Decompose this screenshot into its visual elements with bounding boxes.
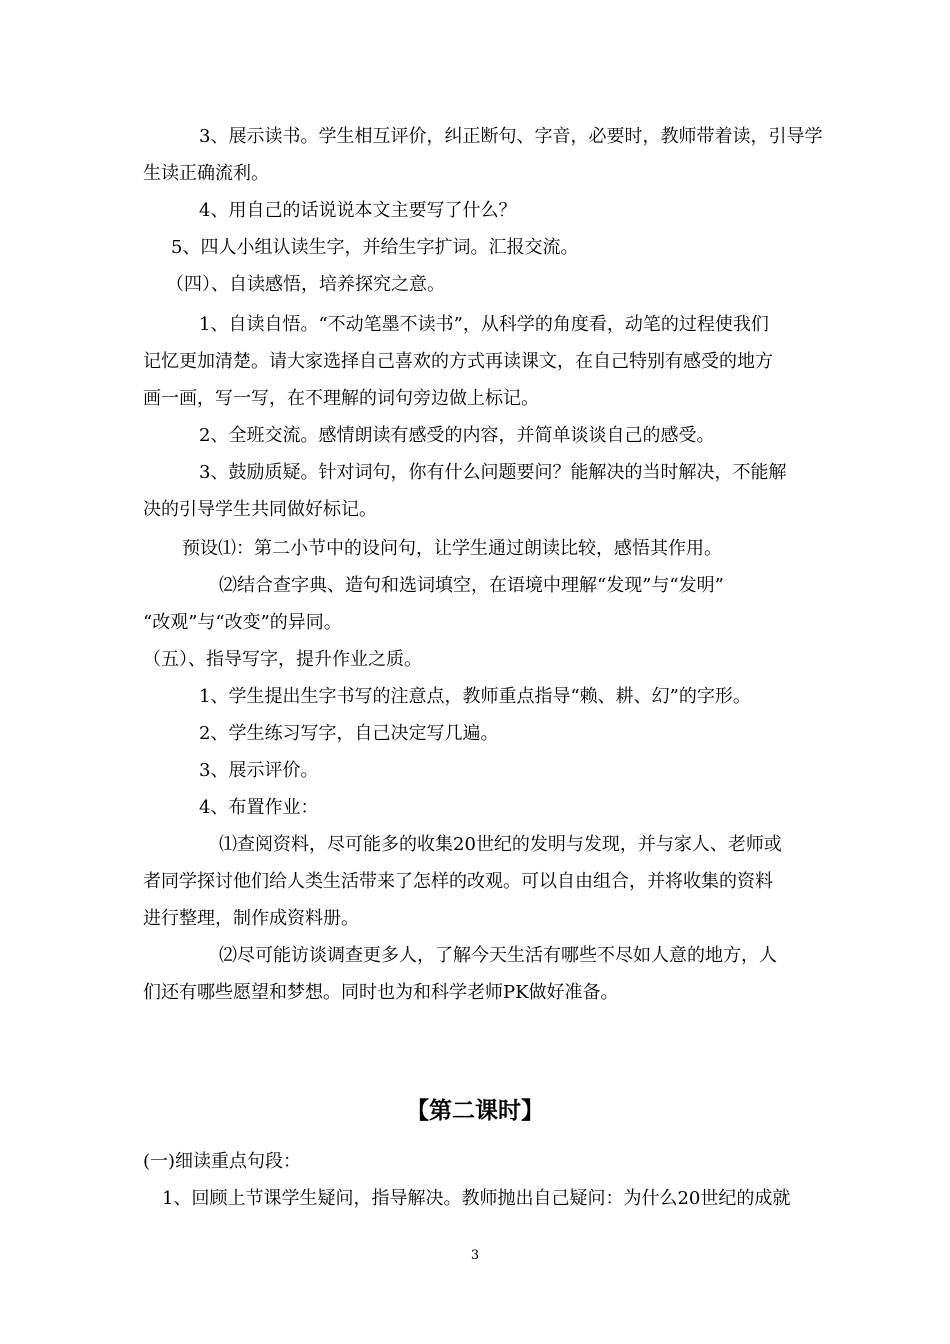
section-heading-four: （四）、自读感悟，培养探究之意。 (166, 274, 445, 295)
paragraph-line: 2、全班交流。感情朗读有感受的内容，并简单谈谈自己的感受。 (199, 425, 715, 446)
section-heading-five: （五）、指导写字，提升作业之质。 (143, 649, 422, 670)
paragraph-line: “改观”与“改变”的异同。 (143, 612, 342, 633)
paragraph-line: 5、四人小组认读生字，并给生字扩词。汇报交流。 (171, 237, 579, 258)
page-number: 3 (470, 1248, 480, 1263)
paragraph-line: 3、鼓励质疑。针对词句，你有什么问题要问？能解决的当时解决，不能解 (199, 462, 787, 483)
paragraph-line: 者同学探讨他们给人类生活带来了怎样的改观。可以自由组合，并将收集的资料 (143, 871, 773, 892)
paragraph-line: (一)细读重点句段： (143, 1151, 302, 1172)
paragraph-line: 1、自读自悟。“不动笔墨不读书”，从科学的角度看，动笔的过程使我们 (199, 314, 769, 335)
paragraph-line: 2、学生练习写字，自己决定写几遍。 (199, 723, 499, 744)
paragraph-line: 们还有哪些愿望和梦想。同时也为和科学老师PK做好准备。 (143, 982, 619, 1003)
paragraph-line: 记忆更加清楚。请大家选择自己喜欢的方式再读课文，在自己特别有感受的地方 (143, 351, 773, 372)
paragraph-line: 决的引导学生共同做好标记。 (143, 499, 377, 520)
paragraph-line: 3、展示读书。学生相互评价，纠正断句、字音，必要时，教师带着读，引导学 (199, 126, 823, 147)
paragraph-line: 进行整理，制作成资料册。 (143, 908, 359, 929)
paragraph-line: 4、布置作业： (199, 797, 319, 818)
paragraph-line: 生读正确流利。 (143, 163, 269, 184)
paragraph-line: 1、回顾上节课学生疑问，指导解决。教师抛出自己疑问：为什么20世纪的成就 (162, 1188, 791, 1209)
paragraph-line: 画一画，写一写，在不理解的词句旁边做上标记。 (143, 388, 539, 409)
paragraph-line: ⑵尽可能访谈调查更多人，了解今天生活有哪些不尽如人意的地方，人 (219, 945, 777, 966)
paragraph-line: 3、展示评价。 (199, 760, 319, 781)
paragraph-line: ⑴查阅资料，尽可能多的收集20世纪的发明与发现，并与家人、老师或 (219, 834, 782, 855)
paragraph-line: 预设⑴：第二小节中的设问句，让学生通过朗读比较，感悟其作用。 (182, 538, 722, 559)
paragraph-line: 1、学生提出生字书写的注意点，教师重点指导“赖、耕、幻”的字形。 (199, 686, 751, 707)
lesson-two-title: 【第二课时】 (406, 1097, 544, 1124)
paragraph-line: ⑵结合查字典、造句和选词填空，在语境中理解“发现”与“发明” (219, 575, 724, 596)
paragraph-line: 4、用自己的话说说本文主要写了什么？ (199, 200, 517, 221)
